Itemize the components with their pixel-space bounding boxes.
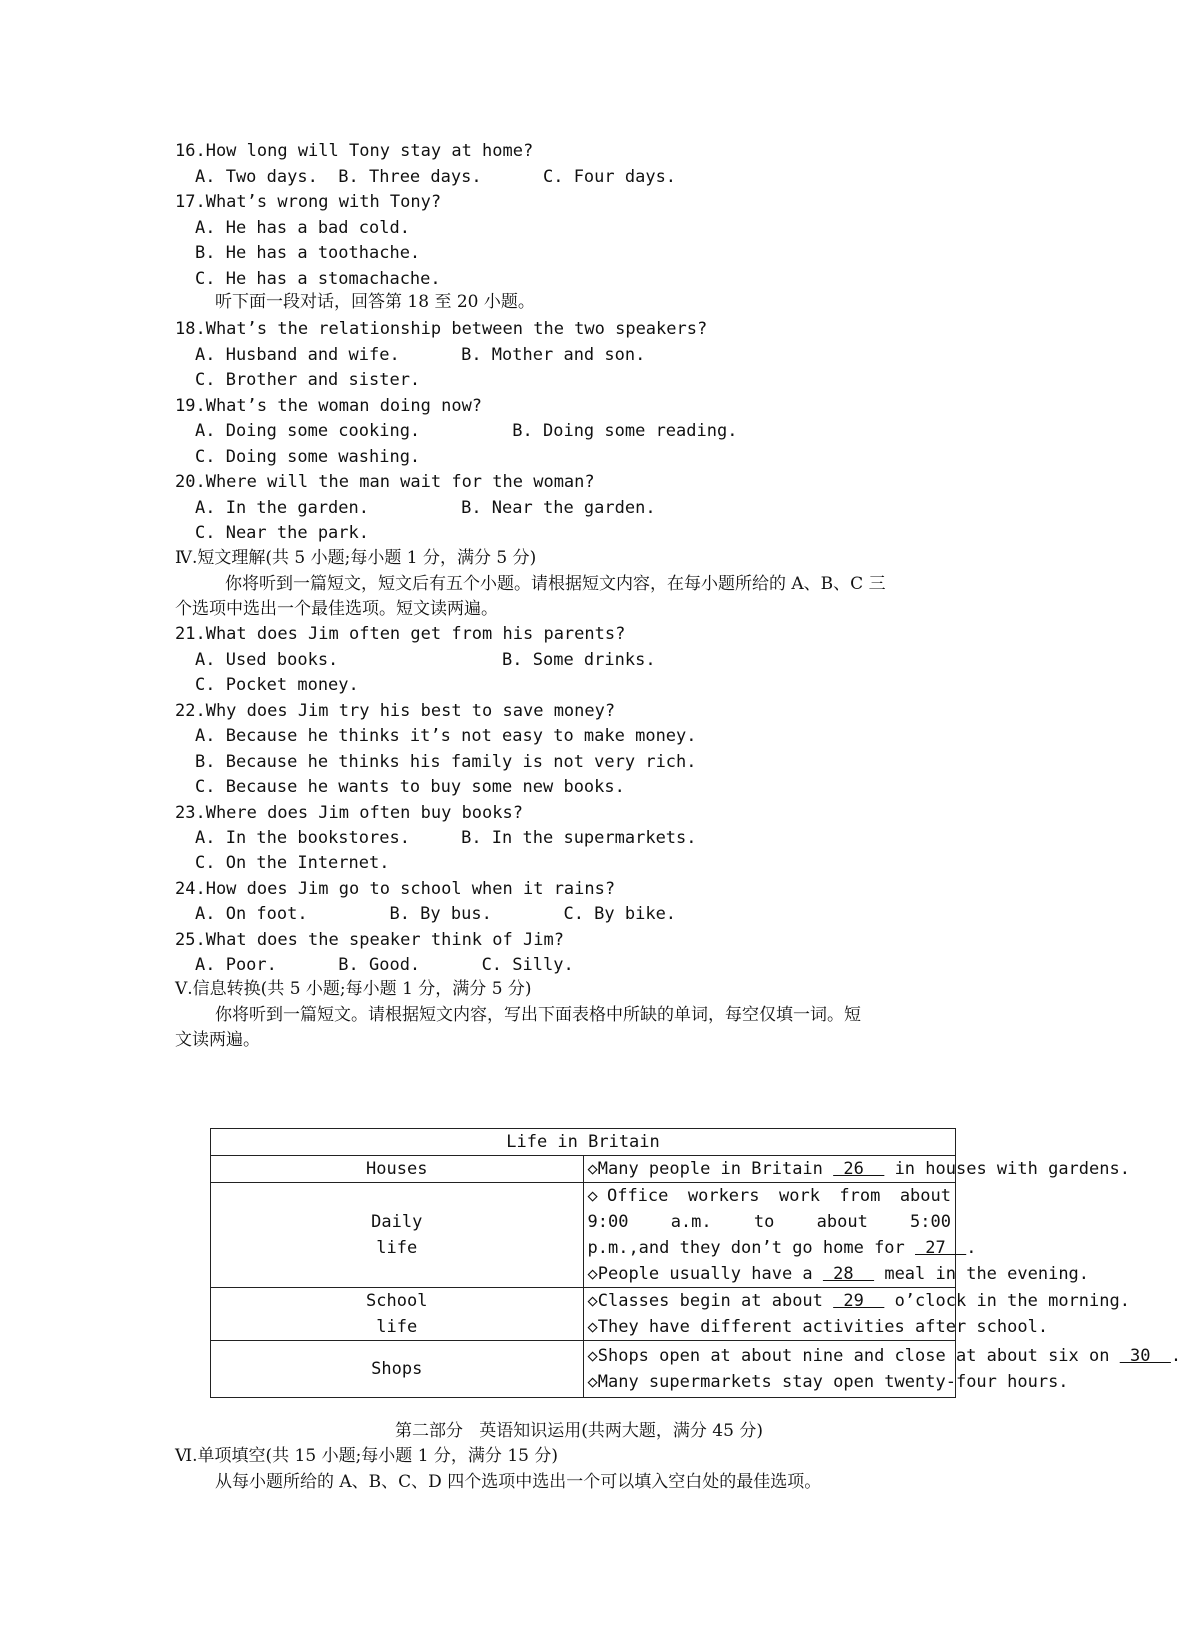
question-23-options-ab: A. In the bookstores. B. In the supermarkets.	[195, 828, 697, 848]
question-21-options-ab: A. Used books. B. Some drinks.	[195, 650, 656, 670]
blank-26: 26	[833, 1159, 885, 1179]
question-21-option-c: C. Pocket money.	[195, 675, 359, 695]
question-20-option-c: C. Near the park.	[195, 523, 369, 543]
row-label-school-life	[211, 1288, 584, 1341]
school-line-2: ◇They have different activities after school.	[587, 1317, 1049, 1337]
question-17-option-a: A. He has a bad cold.	[195, 218, 410, 238]
school-label-2: life	[376, 1317, 418, 1337]
row-content-houses	[583, 1156, 1130, 1183]
question-23: 23.Where does Jim often buy books?	[175, 803, 523, 823]
row-content-shops	[583, 1341, 1181, 1398]
daily-line-2-post: .	[966, 1238, 977, 1258]
table-title: Life in Britain	[211, 1129, 956, 1156]
blank-27: 27	[915, 1238, 967, 1258]
question-24-options: A. On foot. B. By bus. C. By bike.	[195, 904, 677, 924]
blank-29: 29	[833, 1291, 885, 1311]
daily-line-3-post: meal in the evening.	[874, 1264, 1090, 1284]
table-row-school-life	[211, 1288, 956, 1341]
dialogue-intro: 听下面一段对话，回答第 18 至 20 小题。	[215, 292, 535, 312]
school-line-1-post: o’clock in the morning.	[884, 1291, 1130, 1311]
section-6-instructions: 从每小题所给的 A、B、C、D 四个选项中选出一个可以填入空白处的最佳选项。	[215, 1472, 822, 1492]
question-24: 24.How does Jim go to school when it rains?	[175, 879, 616, 899]
row-label-houses: Houses	[211, 1156, 584, 1183]
blank-28: 28	[822, 1264, 875, 1284]
houses-text-pre: ◇Many people in Britain	[587, 1159, 834, 1179]
question-22-option-c: C. Because he wants to buy some new books.	[195, 777, 625, 797]
question-17-option-b: B. He has a toothache.	[195, 243, 421, 263]
row-label-daily-life	[211, 1183, 584, 1288]
section-4-instructions-line2: 个选项中选出一个最佳选项。短文读两遍。	[175, 599, 498, 619]
question-20: 20.Where will the man wait for the woman?	[175, 472, 595, 492]
question-20-options-ab: A. In the garden. B. Near the garden.	[195, 498, 656, 518]
section-5-instructions-line1: 你将听到一篇短文。请根据短文内容，写出下面表格中所缺的单词，每空仅填一词。短	[215, 1005, 861, 1025]
question-18-options-ab: A. Husband and wife. B. Mother and son.	[195, 345, 646, 365]
section-6-title: Ⅵ.单项填空(共 15 小题;每小题 1 分，满分 15 分)	[175, 1446, 558, 1466]
row-content-school-life	[583, 1288, 1130, 1341]
school-line-1-pre: ◇Classes begin at about	[587, 1291, 834, 1311]
shops-line-1-post: .	[1170, 1346, 1181, 1366]
question-17: 17.What’s wrong with Tony?	[175, 192, 442, 212]
section-5-instructions-line2: 文读两遍。	[175, 1030, 260, 1050]
section-4-instructions-line1: 你将听到一篇短文，短文后有五个小题。请根据短文内容，在每小题所给的 A、B、C 三	[225, 574, 886, 594]
daily-line-2-pre: p.m.,and they don’t go home for	[587, 1238, 916, 1258]
question-19-options-ab: A. Doing some cooking. B. Doing some reading.	[195, 421, 738, 441]
houses-text-post: in houses with gardens.	[884, 1159, 1130, 1179]
daily-line-1: ◇Office workers work from about 9:00 a.m. to about 5:00	[587, 1186, 951, 1232]
row-label-shops: Shops	[211, 1341, 584, 1398]
section-5-title: Ⅴ.信息转换(共 5 小题;每小题 1 分，满分 5 分)	[175, 979, 532, 999]
question-21: 21.What does Jim often get from his parents?	[175, 624, 626, 644]
question-19-option-c: C. Doing some washing.	[195, 447, 421, 467]
life-in-britain-table	[210, 1128, 1181, 1398]
question-17-option-c: C. He has a stomachache.	[195, 269, 441, 289]
question-22: 22.Why does Jim try his best to save money?	[175, 701, 616, 721]
table-row-houses	[211, 1156, 956, 1183]
daily-line-3-pre: ◇People usually have a	[587, 1264, 823, 1284]
shops-line-1-pre: ◇Shops open at about nine and close at about six on	[587, 1346, 1120, 1366]
question-23-option-c: C. On the Internet.	[195, 853, 390, 873]
question-16-options: A. Two days. B. Three days. C. Four days.	[195, 167, 677, 187]
section-4-title: Ⅳ.短文理解(共 5 小题;每小题 1 分，满分 5 分)	[175, 548, 537, 568]
question-16: 16.How long will Tony stay at home?	[175, 141, 534, 161]
school-label-1: School	[366, 1291, 428, 1311]
shops-line-2: ◇Many supermarkets stay open twenty-four hours.	[587, 1372, 1069, 1392]
table-row-shops	[211, 1341, 956, 1398]
row-content-daily-life	[583, 1183, 1090, 1288]
question-18-option-c: C. Brother and sister.	[195, 370, 421, 390]
question-22-option-b: B. Because he thinks his family is not very rich.	[195, 752, 697, 772]
daily-label-1: Daily	[371, 1212, 423, 1232]
question-25: 25.What does the speaker think of Jim?	[175, 930, 564, 950]
question-19: 19.What’s the woman doing now?	[175, 396, 483, 416]
question-25-options: A. Poor. B. Good. C. Silly.	[195, 955, 574, 975]
part-2-title: 第二部分 英语知识运用(共两大题，满分 45 分)	[395, 1421, 763, 1441]
question-18: 18.What’s the relationship between the two speakers?	[175, 319, 708, 339]
table-row-daily-life	[211, 1183, 956, 1288]
daily-label-2: life	[376, 1238, 418, 1258]
blank-30: 30	[1119, 1346, 1171, 1366]
question-22-option-a: A. Because he thinks it’s not easy to make money.	[195, 726, 697, 746]
